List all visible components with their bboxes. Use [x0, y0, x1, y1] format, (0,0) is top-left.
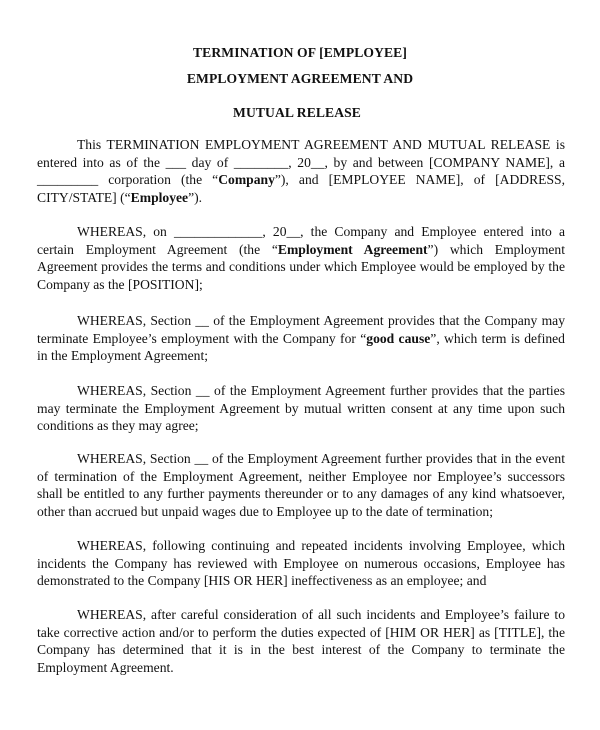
recital-paragraph	[37, 312, 565, 365]
text-run: ”), and [EMPLOYEE NAME], of [ADDRESS, CITY/STATE] (“	[37, 172, 565, 205]
recital-paragraph	[37, 223, 565, 293]
defined-term-company: Company	[218, 172, 275, 187]
recital-paragraph	[37, 606, 565, 676]
defined-term-employee: Employee	[130, 189, 189, 205]
text-run: WHEREAS, Section __ of the Employment Agreement provides that the Company may terminate Employee’s employment with the Company for “	[37, 313, 565, 346]
text-run: WHEREAS, following continuing and repeated incidents involving Employee, which incidents the Company has reviewed with Employee on numerous occasions, Employee has demonstrated to the Company [HIS OR HER] ineffectiveness as an employee; and	[37, 538, 565, 588]
text-run: ”).	[188, 189, 203, 205]
text-run: ”) which Employment Agreement provides the terms and conditions under which Employee would be employed by the Company as the [POSITION];	[37, 241, 565, 292]
defined-term-employment-agreement: Employment Agreement	[277, 241, 428, 257]
title-line-2: EMPLOYMENT AGREEMENT AND	[186, 71, 414, 86]
title-line-3: MUTUAL RELEASE	[233, 105, 361, 120]
intro-paragraph	[37, 136, 565, 206]
recital-paragraph	[37, 382, 565, 435]
recital-paragraph	[37, 537, 565, 590]
text-run: WHEREAS, Section __ of the Employment Agreement further provides that the parties may terminate the Employment Agreement by mutual written consent at any time upon such conditions as they may agree;	[37, 383, 565, 433]
recital-paragraph	[37, 450, 565, 520]
text-run: ”, which term is defined in the Employment Agreement;	[37, 330, 565, 363]
text-run: WHEREAS, after careful consideration of all such incidents and Employee’s failure to take corrective action and/or to perform the duties expected of [HIM OR HER] as [TITLE], the Company has determined that it is in the best interest of the Company to terminate the Employment Agreement.	[37, 607, 565, 675]
defined-term-good-cause: good cause	[366, 330, 431, 346]
title-line-1: TERMINATION OF [EMPLOYEE]	[193, 45, 407, 60]
text-run: WHEREAS, on _____________, 20__, the Company and Employee entered into a certain Employment Agreement (the “	[37, 224, 565, 257]
text-run: WHEREAS, Section __ of the Employment Agreement further provides that in the event of termination of the Employment Agreement, neither Employee nor Employee’s successors shall be entitled to any further payments thereunder or to any damages of any kind whatsoever, other than accrued but unpaid wages due to Employee up to the date of termination;	[37, 451, 565, 519]
text-run: This TERMINATION EMPLOYMENT AGREEMENT AND MUTUAL RELEASE is entered into as of the ___ day of ________, 20__, by and between [COMPANY NAME], a _________ corporation (the “	[37, 137, 565, 187]
